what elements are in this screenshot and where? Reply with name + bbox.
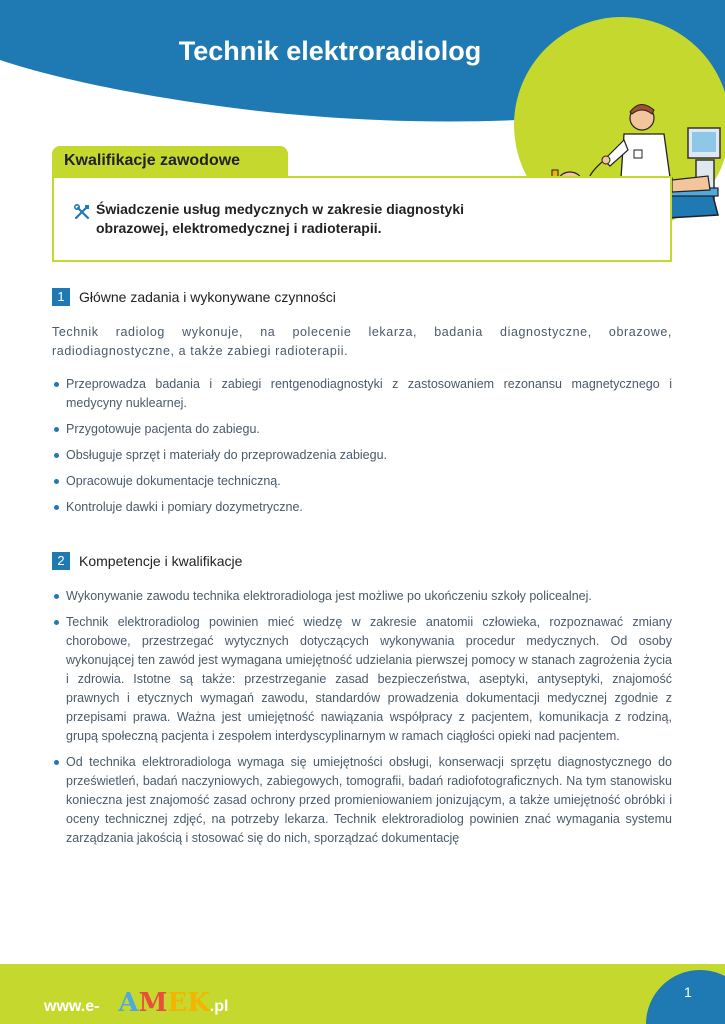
- section1-title: Główne zadania i wykonywane czynności: [79, 289, 336, 305]
- section2-heading: [52, 552, 242, 570]
- list-item: Przeprowadza badania i zabiegi rentgenodiagnostyki z zastosowaniem rezonansu magnetycznego i medycyny nuklearnej.: [52, 375, 672, 413]
- list-item: Technik elektroradiolog powinien mieć wiedzę w zakresie anatomii człowieka, rozpoznawać zmiany chorobowe, przestrzegać wytycznych dotyczących wykonywania procedur medycznych. Od osoby wykonującej ten zawód jest wymagana umiejętność udzielania pierwszej pomocy w stanach zagrożenia życia i zdrowia. Istotne są także: przestrzeganie zasad bezpieczeństwa, aseptyki, antyseptyki, znajomość prawnych i etycznych wymagań zawodu, standardów prowadzenia dokumentacji medycznej zgodnie z przepisami prawa. Ważna jest umiejętność nawiązania współpracy z pacjentem, komunikacja z rodziną, grupą społeczną pacjenta i zespołem interdyscyplinarnym w ramach ciągłości opieki nad pacjentem.: [52, 613, 672, 746]
- section1-number: 1: [52, 288, 70, 306]
- section2-title: Kompetencje i kwalifikacje: [79, 553, 243, 569]
- list-item: Przygotowuje pacjenta do zabiegu.: [52, 420, 672, 439]
- section1-intro: Technik radiolog wykonuje, na polecenie lekarza, badania diagnostyczne, obrazowe, radiodiagnostyczne, a także zabiegi radioterapii.: [52, 325, 672, 358]
- section2-number: 2: [52, 552, 70, 570]
- list-item: Opracowuje dokumentacje techniczną.: [52, 472, 672, 491]
- qualification-item-line2: obrazowej, elektromedycznej i radioterapii.: [96, 220, 382, 236]
- qualifications-tab: Kwalifikacje zawodowe: [52, 146, 288, 178]
- list-item: Kontroluje dawki i pomiary dozymetryczne.: [52, 498, 672, 517]
- section1-heading: [52, 288, 336, 306]
- page-title: Technik elektroradiolog: [178, 36, 482, 66]
- footer-website[interactable]: www.e-ZAMEK.pl: [44, 988, 229, 1018]
- list-item: Obsługuje sprzęt i materiały do przeprowadzenia zabiegu.: [52, 446, 672, 465]
- qualification-item: [96, 200, 650, 238]
- list-item: Od technika elektroradiologa wymaga się umiejętności obsługi, konserwacji sprzętu diagnostycznego do prześwietleń, badań naczyniowych, zabiegowych, tomografii, badań radiofotograficznych. Na tym stanowisku konieczna jest znajomość zasad ochrony przed promieniowaniem jonizującym, a także umiejętność obróbki i oceny technicznej zdjęć, na potrzeby lekarza. Technik elektroradiolog powinien znać wymagania systemu zarządzania jakością i stosować się do nich, sporządzać dokumentację: [52, 753, 672, 848]
- qualifications-box: [52, 176, 672, 262]
- tools-icon: [74, 204, 90, 220]
- section1-list: [52, 375, 672, 517]
- qualification-item-line1: Świadczenie usług medycznych w zakresie diagnostyki: [96, 201, 465, 217]
- page-number: 1: [684, 984, 692, 1000]
- list-item: Wykonywanie zawodu technika elektroradiologa jest możliwe po ukończeniu szkoły policealnej.: [52, 587, 672, 606]
- section2-list: [52, 587, 672, 848]
